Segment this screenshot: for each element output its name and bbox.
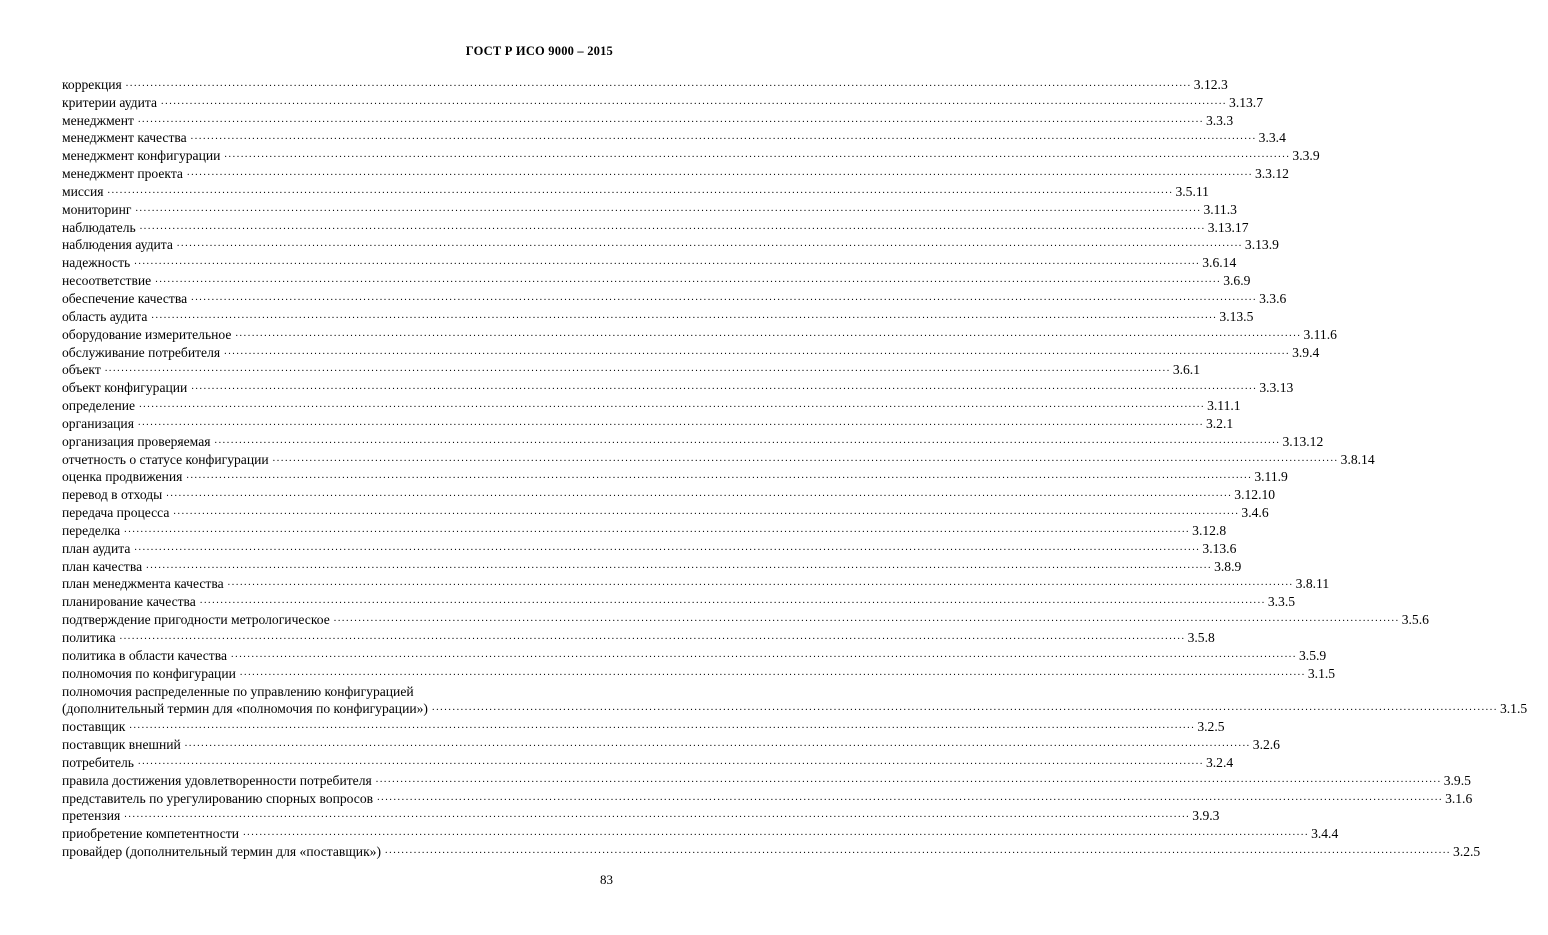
index-term: политика — [62, 630, 116, 645]
index-term: оценка продвижения — [62, 469, 183, 485]
index-reference: 3.13.9 — [1244, 237, 1279, 253]
index-entry — [62, 539, 1237, 557]
index-term: объект конфигурации — [62, 380, 188, 396]
index-term: менеджмент — [62, 112, 134, 128]
index-entry — [62, 664, 1336, 682]
index-entry — [62, 146, 1320, 164]
index-entry — [62, 842, 1481, 860]
page-number: 83 — [600, 872, 613, 887]
index-entry — [62, 218, 1249, 236]
index-reference: 3.1.6 — [1445, 790, 1473, 806]
index-term: (дополнительный термин для «полномочия по конфигурации») — [62, 701, 428, 717]
index-entry — [62, 75, 1228, 93]
index-entry — [62, 824, 1339, 842]
dot-leader: .................................................................................................................................................................................................................................................................... — [176, 238, 1243, 250]
dot-leader: .................................................................................................................................................................................................................................................................... — [235, 327, 1302, 339]
index-term: перевод в отходы — [62, 487, 163, 503]
dot-leader: .................................................................................................................................................................................................................................................................... — [190, 131, 1257, 143]
index-term: претензия — [62, 808, 121, 824]
dot-leader: .................................................................................................................................................................................................................................................................... — [137, 113, 1204, 125]
index-entry — [62, 307, 1254, 325]
index-reference: 3.2.4 — [1205, 754, 1234, 770]
index-term: поставщик — [62, 719, 126, 735]
index-entry — [62, 575, 1330, 593]
dot-leader: .................................................................................................................................................................................................................................................................... — [385, 845, 1452, 857]
index-term: планирование качества — [62, 594, 196, 610]
index-term: организация — [62, 415, 134, 431]
index-entry — [62, 289, 1287, 307]
index-reference: 3.9.5 — [1443, 772, 1471, 788]
index-entry — [62, 414, 1234, 432]
index-reference: 3.6.14 — [1202, 255, 1237, 271]
dot-leader: .................................................................................................................................................................................................................................................................... — [186, 470, 1253, 482]
document-header: ГОСТ Р ИСО 9000 – 2015 — [465, 44, 613, 58]
index-term: политика в области качества — [62, 647, 227, 663]
index-entry — [62, 717, 1225, 735]
term-index-list — [62, 75, 1528, 860]
index-term: переделка — [62, 522, 121, 538]
index-reference: 3.12.10 — [1234, 487, 1276, 503]
index-term: определение — [62, 398, 136, 414]
index-reference: 3.3.3 — [1205, 112, 1234, 128]
index-reference: 3.13.17 — [1207, 219, 1249, 235]
index-term: обеспечение качества — [62, 290, 188, 306]
dot-leader: .................................................................................................................................................................................................................................................................... — [134, 541, 1201, 553]
index-entry — [62, 343, 1320, 361]
index-term: провайдер (дополнительный термин для «поставщик») — [62, 844, 382, 860]
index-term: менеджмент конфигурации — [62, 148, 221, 164]
index-term: приобретение компетентности — [62, 826, 240, 842]
index-entry — [62, 93, 1263, 111]
index-term: полномочия по конфигурации — [62, 665, 236, 681]
index-term: план менеджмента качества — [62, 576, 224, 592]
index-reference: 3.3.6 — [1259, 290, 1287, 306]
dot-leader: .................................................................................................................................................................................................................................................................... — [119, 631, 1186, 642]
index-term: полномочия распределенные по управлению конфигурацией — [62, 683, 414, 699]
index-term: представитель по урегулированию спорных вопросов — [62, 790, 374, 806]
index-entry — [62, 753, 1234, 771]
dot-leader: .................................................................................................................................................................................................................................................................... — [191, 381, 1258, 393]
index-entry — [62, 396, 1241, 414]
index-reference: 3.9.4 — [1292, 344, 1320, 360]
dot-leader: .................................................................................................................................................................................................................................................................... — [231, 648, 1297, 660]
index-reference: 3.13.12 — [1282, 433, 1324, 449]
dot-leader: .................................................................................................................................................................................................................................................................... — [155, 274, 1222, 286]
dot-leader: .................................................................................................................................................................................................................................................................... — [134, 256, 1201, 268]
index-reference: 3.6.1 — [1172, 362, 1200, 378]
index-entry — [62, 503, 1269, 521]
dot-leader: .................................................................................................................................................................................................................................................................... — [191, 291, 1258, 303]
index-entry — [62, 164, 1289, 182]
index-entry — [62, 450, 1375, 468]
index-term: мониторинг — [62, 201, 132, 217]
index-entry — [62, 325, 1337, 343]
index-term: наблюдатель — [62, 219, 136, 235]
dot-leader: .................................................................................................................................................................................................................................................................... — [184, 738, 1251, 750]
index-reference: 3.9.3 — [1192, 808, 1220, 824]
index-entry — [62, 700, 1528, 718]
dot-leader: .................................................................................................................................................................................................................................................................... — [107, 184, 1174, 196]
index-reference: 3.3.4 — [1258, 130, 1286, 146]
index-entry — [62, 271, 1251, 289]
index-reference: 3.2.6 — [1252, 737, 1280, 753]
index-term: подтверждение пригодности метрологическое — [62, 612, 330, 628]
dot-leader: .................................................................................................................................................................................................................................................................... — [214, 434, 1281, 446]
index-entry — [62, 735, 1280, 753]
index-term: передача процесса — [62, 505, 170, 521]
dot-leader: .................................................................................................................................................................................................................................................................... — [166, 488, 1233, 500]
index-term: наблюдения аудита — [62, 237, 173, 253]
index-entry — [62, 610, 1429, 628]
dot-leader: .................................................................................................................................................................................................................................................................... — [135, 202, 1202, 214]
dot-leader: .................................................................................................................................................................................................................................................................... — [272, 452, 1339, 464]
index-term: обслуживание потребителя — [62, 344, 221, 360]
index-reference: 3.6.9 — [1223, 273, 1251, 289]
index-entry — [62, 182, 1209, 200]
index-entry — [62, 111, 1234, 129]
index-reference: 3.2.5 — [1197, 719, 1225, 735]
dot-leader: .................................................................................................................................................................................................................................................................... — [227, 577, 1294, 589]
index-reference: 3.11.9 — [1254, 469, 1288, 485]
index-term: несоответствие — [62, 273, 152, 289]
index-term: область аудита — [62, 308, 148, 324]
index-reference: 3.13.7 — [1229, 94, 1263, 110]
index-entry — [62, 253, 1237, 271]
dot-leader: .................................................................................................................................................................................................................................................................... — [199, 595, 1266, 607]
index-entry — [62, 432, 1324, 450]
index-entry — [62, 628, 1215, 646]
dot-leader: .................................................................................................................................................................................................................................................................... — [224, 149, 1291, 161]
index-term: менеджмент проекта — [62, 166, 183, 182]
index-entry — [62, 236, 1279, 254]
index-reference: 3.4.6 — [1241, 505, 1269, 521]
index-reference: 3.3.5 — [1267, 594, 1296, 610]
index-reference: 3.2.1 — [1205, 415, 1234, 431]
index-reference: 3.8.14 — [1340, 451, 1375, 467]
index-term: оборудование измерительное — [62, 326, 232, 342]
index-term: организация проверяемая — [62, 433, 211, 449]
dot-leader: .................................................................................................................................................................................................................................................................... — [104, 363, 1171, 375]
index-reference: 3.5.6 — [1401, 612, 1429, 628]
dot-leader: .................................................................................................................................................................................................................................................................... — [125, 77, 1192, 89]
index-entry — [62, 200, 1237, 218]
index-term: план качества — [62, 558, 143, 574]
dot-leader: .................................................................................................................................................................................................................................................................... — [146, 559, 1213, 571]
dot-leader: .................................................................................................................................................................................................................................................................... — [333, 613, 1400, 625]
dot-leader: .................................................................................................................................................................................................................................................................... — [173, 506, 1240, 518]
index-reference: 3.5.9 — [1299, 647, 1327, 663]
index-term: план аудита — [62, 540, 131, 556]
index-reference: 3.1.5 — [1307, 665, 1336, 681]
index-reference: 3.12.3 — [1193, 76, 1228, 92]
index-entry — [62, 485, 1276, 503]
index-term: правила достижения удовлетворенности потребителя — [62, 772, 372, 788]
index-entry — [62, 646, 1327, 664]
dot-leader: .................................................................................................................................................................................................................................................................... — [151, 309, 1218, 321]
index-entry — [62, 129, 1286, 147]
dot-leader: .................................................................................................................................................................................................................................................................... — [239, 666, 1306, 678]
index-entry — [62, 592, 1296, 610]
index-reference: 3.11.6 — [1303, 326, 1337, 342]
index-term: отчетность о статусе конфигурации — [62, 451, 269, 467]
index-reference: 3.8.11 — [1295, 576, 1330, 592]
index-reference: 3.2.5 — [1453, 844, 1481, 860]
index-reference: 3.3.9 — [1292, 148, 1320, 164]
index-term: менеджмент качества — [62, 130, 187, 146]
index-entry — [62, 771, 1471, 789]
dot-leader: .................................................................................................................................................................................................................................................................... — [139, 220, 1206, 232]
index-entry — [62, 361, 1200, 379]
index-term: поставщик внешний — [62, 737, 181, 753]
dot-leader: .................................................................................................................................................................................................................................................................... — [161, 95, 1228, 107]
index-term: критерии аудита — [62, 94, 158, 110]
index-reference: 3.3.13 — [1259, 380, 1294, 396]
index-entry — [62, 468, 1288, 486]
index-reference: 3.5.11 — [1175, 183, 1209, 199]
index-reference: 3.11.3 — [1203, 201, 1237, 217]
dot-leader: .................................................................................................................................................................................................................................................................... — [129, 720, 1196, 732]
dot-leader: .................................................................................................................................................................................................................................................................... — [124, 809, 1191, 821]
index-entry — [62, 807, 1220, 825]
index-reference: 3.13.5 — [1219, 308, 1254, 324]
index-reference: 3.4.4 — [1311, 826, 1339, 842]
index-entry — [62, 557, 1242, 575]
dot-leader: .................................................................................................................................................................................................................................................................... — [124, 523, 1191, 535]
index-reference: 3.13.6 — [1202, 540, 1237, 556]
index-reference: 3.8.9 — [1214, 558, 1242, 574]
index-reference: 3.12.8 — [1192, 522, 1227, 538]
dot-leader: .................................................................................................................................................................................................................................................................... — [377, 791, 1444, 803]
index-reference: 3.11.1 — [1207, 398, 1241, 414]
index-term: надежность — [62, 255, 131, 271]
dot-leader: .................................................................................................................................................................................................................................................................... — [186, 167, 1253, 179]
dot-leader: .................................................................................................................................................................................................................................................................... — [139, 399, 1206, 411]
dot-leader: .................................................................................................................................................................................................................................................................... — [431, 702, 1498, 714]
dot-leader: .................................................................................................................................................................................................................................................................... — [224, 345, 1291, 357]
dot-leader: .................................................................................................................................................................................................................................................................... — [375, 773, 1442, 785]
index-reference: 3.3.12 — [1254, 166, 1289, 182]
dot-leader: .................................................................................................................................................................................................................................................................... — [137, 755, 1204, 767]
index-entry — [62, 789, 1473, 807]
dot-leader: .................................................................................................................................................................................................................................................................... — [137, 416, 1204, 428]
index-term: коррекция — [62, 76, 122, 92]
index-entry — [62, 521, 1227, 539]
dot-leader: .................................................................................................................................................................................................................................................................... — [243, 827, 1310, 839]
index-reference: 3.5.8 — [1187, 630, 1215, 645]
index-term: миссия — [62, 183, 104, 199]
index-entry-line — [62, 682, 614, 700]
index-reference: 3.1.5 — [1499, 701, 1528, 717]
index-entry — [62, 378, 1294, 396]
index-term: объект — [62, 362, 101, 378]
index-term: потребитель — [62, 754, 134, 770]
